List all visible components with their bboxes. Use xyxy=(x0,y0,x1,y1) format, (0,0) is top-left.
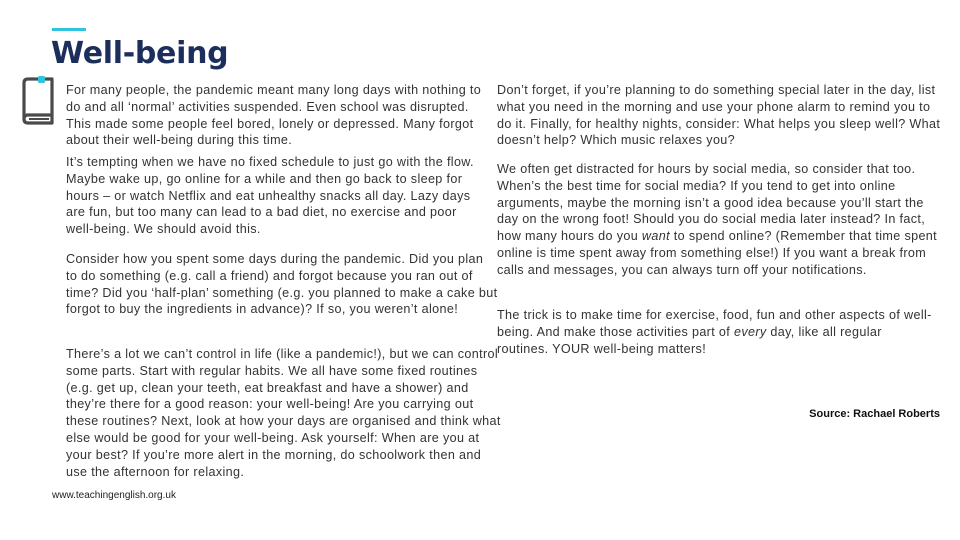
title-accent-bar xyxy=(52,28,86,31)
website-link[interactable]: www.teachingenglish.org.uk xyxy=(52,490,176,501)
paragraph-trick-text-1: The trick is to make time for exercise, food, fun and other aspects of well-being. And make those activities part of xyxy=(497,308,932,339)
paragraph-schedule: It’s tempting when we have no fixed schedule to just go with the flow. Maybe wake up, go online for a while and then go back to sleep for hours – or watch Netflix and eat unhealthy snacks all day. Lazy days are fun, but too many can lead to a bad diet, no exercise and poor well-being. We should avoid this. xyxy=(66,155,474,237)
paragraph-social-media xyxy=(497,161,937,279)
paragraph-social-media-text-2: to spend online? (Remember that time spent online is time spent away from something else!) If you want a break from calls and messages, you can always turn off your notifications. xyxy=(497,229,937,277)
paragraph-social-media-emphasis: want xyxy=(641,229,670,244)
book-icon xyxy=(16,75,58,127)
paragraph-consider: Consider how you spent some days during the pandemic. Did you plan to do something (e.g. call a friend) and forgot because you ran out of time? Did you ‘half-plan’ something (e.g. you planned to make a cake but forgot to buy the ingredients in advance)? If so, you weren’t alone! xyxy=(66,252,498,317)
paragraph-planning: Don’t forget, if you’re planning to do something special later in the day, list what you need in the morning and use your phone alarm to remind you to do it. Finally, for healthy nights, consider: What helps you sleep well? What doesn’t help? Which music relaxes you? xyxy=(497,83,941,148)
paragraph-social-media-text-1: We often get distracted for hours by social media, so consider that too. When’s the best time for social media? If you tend to get into online arguments, maybe the morning isn’t a good idea because you’ll start the day on the wrong foot! Should you do social media later instead? In fact, how many hours do you xyxy=(497,162,926,244)
paragraph-control: There’s a lot we can’t control in life (like a pandemic!), but we can control some parts. Start with regular habits. We all have some fixed routines (e.g. get up, clean your teeth, eat breakfast and have a shower) and they’re there for a good reason: your well-being! Are you carrying out these routines? Next, look at how your days are organised and think what else would be good for your well-being. Ask yourself: When are you at your best? If you’re more alert in the morning, do schoolwork then and use the afternoon for relaxing. xyxy=(66,347,501,479)
paragraph-trick-text-2: day, like all regular routines. YOUR well-being matters! xyxy=(497,324,882,356)
paragraph-trick xyxy=(497,307,937,357)
paragraph-trick-emphasis: every xyxy=(733,324,767,339)
source-credit: Source: Rachael Roberts xyxy=(809,408,940,420)
page-title: Well-being xyxy=(51,36,229,71)
paragraph-pandemic: For many people, the pandemic meant many long days with nothing to do and all ‘normal’ activities suspended. Even school was disrupted. This made some people feel bored, lonely or depressed. Many forgot about their well-being during this time. xyxy=(66,83,482,148)
